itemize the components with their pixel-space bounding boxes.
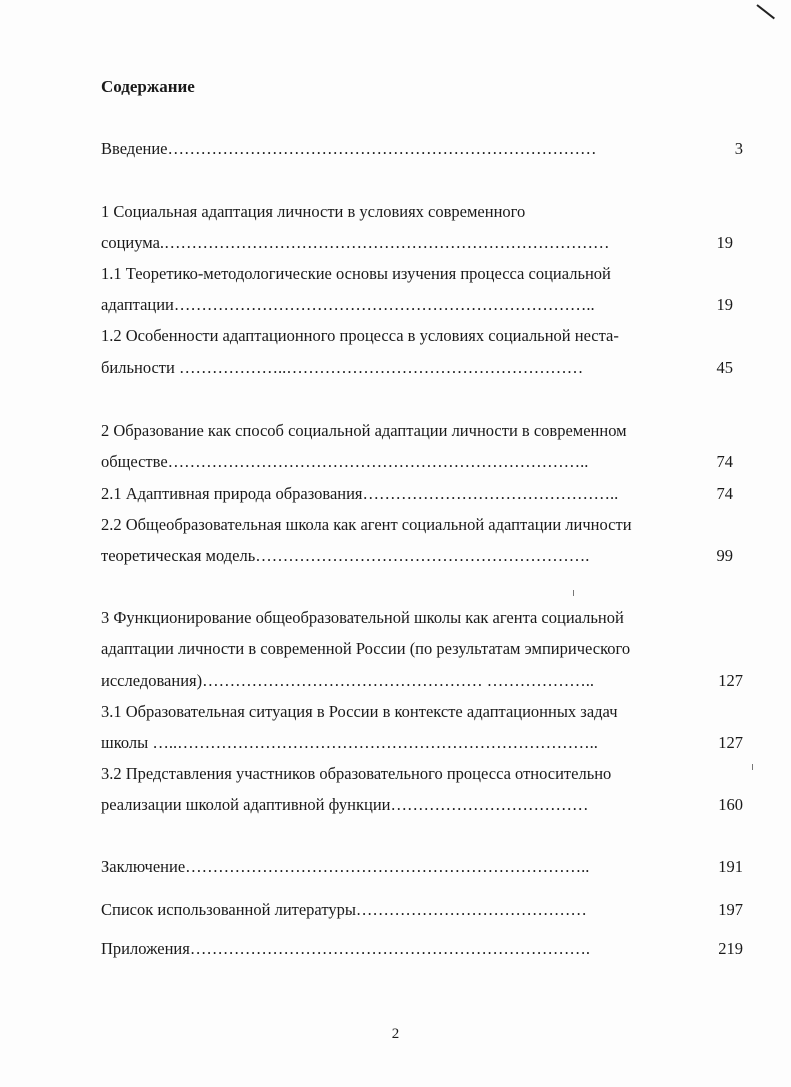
toc-entry-section-1-2-cont: бильности ………………..……………………………………………… <box>101 358 584 377</box>
toc-entry-chapter-2: 2 Образование как способ социальной адаптации личности в современном <box>101 421 627 440</box>
toc-page-conclusion: 191 <box>718 857 743 876</box>
toc-entry-section-1-2: 1.2 Особенности адаптационного процесса в условиях социальной неста- <box>101 326 619 345</box>
toc-entry-introduction: Введение…………………………………………………………………… <box>101 139 597 158</box>
toc-entry-chapter-2-cont: обществе………………………………………………………………….. <box>101 452 589 471</box>
toc-entry-chapter-3: 3 Функционирование общеобразовательной школы как агента социальной <box>101 608 624 627</box>
toc-entry-section-2-2-cont: теоретическая модель……………………………………………………. <box>101 546 590 565</box>
toc-entry-section-3-1-cont: школы …..………………………………………………………………….. <box>101 733 598 752</box>
toc-title: Содержание <box>101 77 195 96</box>
toc-page-section-1-1: 19 <box>716 295 733 314</box>
toc-page-introduction: 3 <box>734 139 743 158</box>
toc-entry-chapter-1-cont: социума.……………………………………………………………………… <box>101 233 610 252</box>
toc-page-section-3-1: 127 <box>718 733 743 752</box>
toc-page-section-2-1: 74 <box>716 484 733 503</box>
toc-page-appendices: 219 <box>718 939 743 958</box>
toc-page-section-3-2: 160 <box>718 795 743 814</box>
toc-entry-section-1-1-cont: адаптации………………………………………………………………….. <box>101 295 595 314</box>
toc-page-bibliography: 197 <box>718 900 743 919</box>
toc-entry-section-1-1: 1.1 Теоретико-методологические основы изучения процесса социальной <box>101 264 611 283</box>
toc-entry-section-3-2-cont: реализации школой адаптивной функции……………………………… <box>101 795 589 814</box>
toc-entry-bibliography: Список использованной литературы…………………………………… <box>101 900 587 919</box>
toc-entry-section-3-2: 3.2 Представления участников образовательного процесса относительно <box>101 764 612 783</box>
toc-entry-appendices: Приложения………………………………………………………………. <box>101 939 590 958</box>
toc-page-section-2-2: 99 <box>716 546 733 565</box>
scan-speck <box>752 764 753 770</box>
scan-speck <box>573 590 574 596</box>
toc-page-chapter-3: 127 <box>718 671 743 690</box>
toc-page-chapter-2: 74 <box>716 452 733 471</box>
toc-page-chapter-1: 19 <box>716 233 733 252</box>
toc-entry-conclusion: Заключение……………………………………………………………….. <box>101 857 590 876</box>
toc-entry-chapter-3-cont: адаптации личности в современной России (по результатам эмпирического <box>101 639 631 658</box>
toc-entry-section-2-1: 2.1 Адаптивная природа образования……………………………………….. <box>101 484 619 503</box>
toc-page-section-1-2: 45 <box>716 358 733 377</box>
page-number: 2 <box>391 1026 400 1042</box>
toc-entry-section-2-2: 2.2 Общеобразовательная школа как агент социальной адаптации личности <box>101 515 632 534</box>
toc-entry-chapter-3-cont2: исследования)…………………………………………… ……………….. <box>101 671 594 690</box>
toc-entry-section-3-1: 3.1 Образовательная ситуация в России в контексте адаптационных задач <box>101 702 618 721</box>
toc-entry-chapter-1: 1 Социальная адаптация личности в условиях современного <box>101 202 526 221</box>
scan-corner-mark <box>756 4 775 19</box>
